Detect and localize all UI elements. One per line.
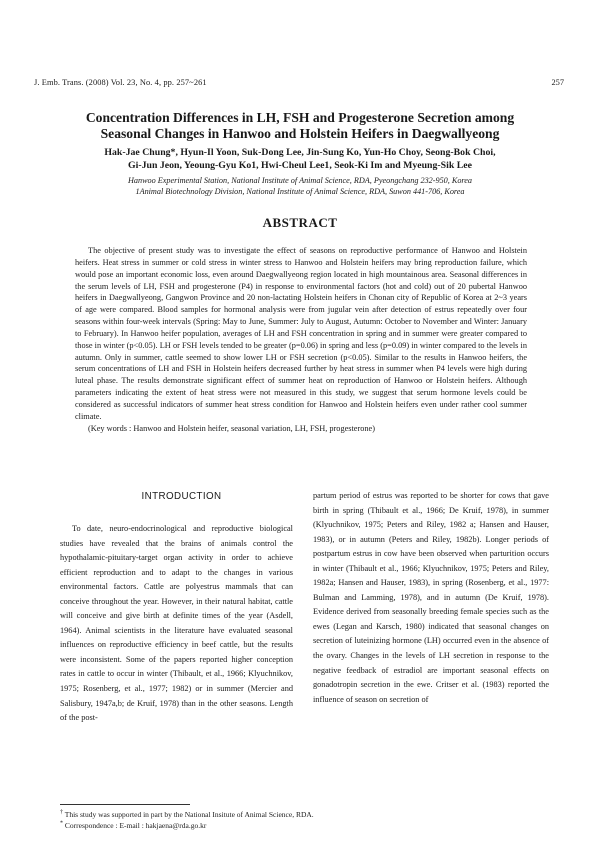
title-line: Concentration Differences in LH, FSH and Progesterone Secretion among	[85, 110, 515, 125]
page-number: 257	[551, 78, 564, 87]
affiliations	[40, 176, 560, 197]
abstract	[75, 245, 527, 435]
footnote-text: Correspondence : E-mail : hakjaena@rda.go.kr	[64, 821, 207, 830]
footnote-correspondence	[60, 821, 206, 831]
introduction-heading: INTRODUCTION	[141, 491, 222, 502]
author-line: Gi-Jun Jeon, Yeoung-Gyu Ko1, Hwi-Cheul Lee1, Seok-Ki Im and Myeung-Sik Lee	[128, 159, 472, 171]
affiliation-line: Hanwoo Experimental Station, National Institute of Animal Science, RDA, Pyeongchang 232-950, Korea	[127, 176, 473, 185]
intro-paragraph-right: partum period of estrus was reported to be shorter for cows that gave birth in spring (Thibault et al., 1966; De Kruif, 1978), in summer (Klyuchnikov, 1975; Peters and Riley, 1982 a; Hansen and Hauser, 1983), or in autumn (Peters and Riley, 1982b). Longer periods of postpartum estrus in cow have been observed when parturition occurs in winter (Thibault et al., 1966; Klyuchnikov, 1975; Peters and Riley, 1982a; Hansen and Hauser, 1983), in spring (Rosenberg, et al., 1977: Bulman and Lamming, 1978), and in autumn (De Kruif, 1978). Evidence derived from seasonally breeding female species such as the ewes (Legan and Karsch, 1980) indicated that seasonal changes on secretion of luteinizing hormone (LH) occurred even in the absence of the ovary. Changes in the levels of LH secretion in response to the negative feedback of estradiol are important seasonal effects on gonadotropin secretion in the ewe. Critser et al. (1983) reported the influence of season on secretion of	[313, 491, 549, 704]
paper-title	[40, 110, 560, 142]
footnote-mark: †	[60, 809, 63, 816]
footnote-mark: *	[60, 820, 63, 827]
footnote-rule	[60, 804, 190, 805]
keywords: (Key words : Hanwoo and Holstein heifer, seasonal variation, LH, FSH, progesterone)	[88, 423, 375, 433]
author-list	[40, 147, 560, 172]
affiliation-line: 1Animal Biotechnology Division, National Institute of Animal Science, RDA, Suwon 441-706, Korea	[135, 186, 465, 196]
intro-paragraph-left: To date, neuro-endocrinological and reproductive biological studies have revealed that the brains of animals control the hypothalamic-pituitary-target organ activity in order to achieve efficient reproduction and to adapt to the changes in various environmental factors. Cattle are polyestrus mammals that can conceive throughout the year. However, in their natural habitat, cattle will conceive and give birth at definite times of the year (Asdell, 1964). Animal scientists in the literature have evaluated seasonal influences on reproductive efficiency in beef cattle, but the results were inconsistent. Some of the papers reported higher conception rates in cattle to occur in winter (Thibault, et al., 1966; Klyuchnikov, 1975; Rosenberg, et al., 1977; 1982) or in summer (Mercier and Salisbury, 1947a,b; de Kruif, 1978) than in the other seasons. Length of the post-	[60, 524, 293, 723]
author-line: Hak-Jae Chung*, Hyun-Il Yoon, Suk-Dong Lee, Jin-Sung Ko, Yun-Ho Choy, Seong-Bok Choi,	[104, 147, 496, 158]
footnote-funding	[60, 810, 314, 820]
column-right	[313, 489, 549, 707]
abstract-body: The objective of present study was to investigate the effect of seasons on reproductive performance of Hanwoo and Holstein heifers. Heat stress in summer or cold stress in winter stress to Hanwoo and Holstein heifers may bring reproduction failure, which would pose an important economic loss, even around Daegwallyeong region located in high mountainous area. Seasonal differences in the serum levels of LH, FSH and progesterone (P4) in response to environmental factors (hot and cold) out of 20 pubertal Hanwoo heifers in Daegwallyeong, Gangwon Province and 20 non-lactating Holstein heifers in Chonan city of Republic of Korea at 2~3 years of age were compared. Blood samples for hormonal analysis were from jugular vein after detection of estrus repeatedly over four seasons within four-week intervals (Spring: May to June, Summer: July to August, Autumn: October to November and Winter: January to February). In Hanwoo heifer population, averages of LH and FSH concentration in spring and in summer were greater compared to those in winter (p<0.05). LH or FSH levels tended to be greater (p=0.06) in spring and less (p=0.09) in winter compared to the levels in autumn. Only in summer, cattle seemed to show lower LH or FSH secretion (p<0.05). Similar to the results in Hanwoo heifers, the serum concentrations of LH and FSH in Holstein heifers decreased further by heat stress in summer when P4 levels were high during luteal phase. The results demonstrate significant effect of summer heat on reproduction of Hanwoo or Holstein heifers. Although parameters indicating the extent of heat stress were not measured in this study, we suggest that serum hormone levels could be considered as successful indicators of summer heat stress condition for Hanwoo and Holstein heifers even under rather cool summer climate.	[75, 246, 527, 421]
journal-citation: J. Emb. Trans. (2008) Vol. 23, No. 4, pp. 257~261	[34, 78, 207, 87]
title-line: Seasonal Changes in Hanwoo and Holstein Heifers in Daegwallyeong	[100, 126, 500, 141]
footnote-text: This study was supported in part by the National Insitute of Animal Science, RDA.	[64, 810, 314, 819]
column-left	[60, 522, 293, 726]
abstract-heading: ABSTRACT	[262, 215, 338, 230]
